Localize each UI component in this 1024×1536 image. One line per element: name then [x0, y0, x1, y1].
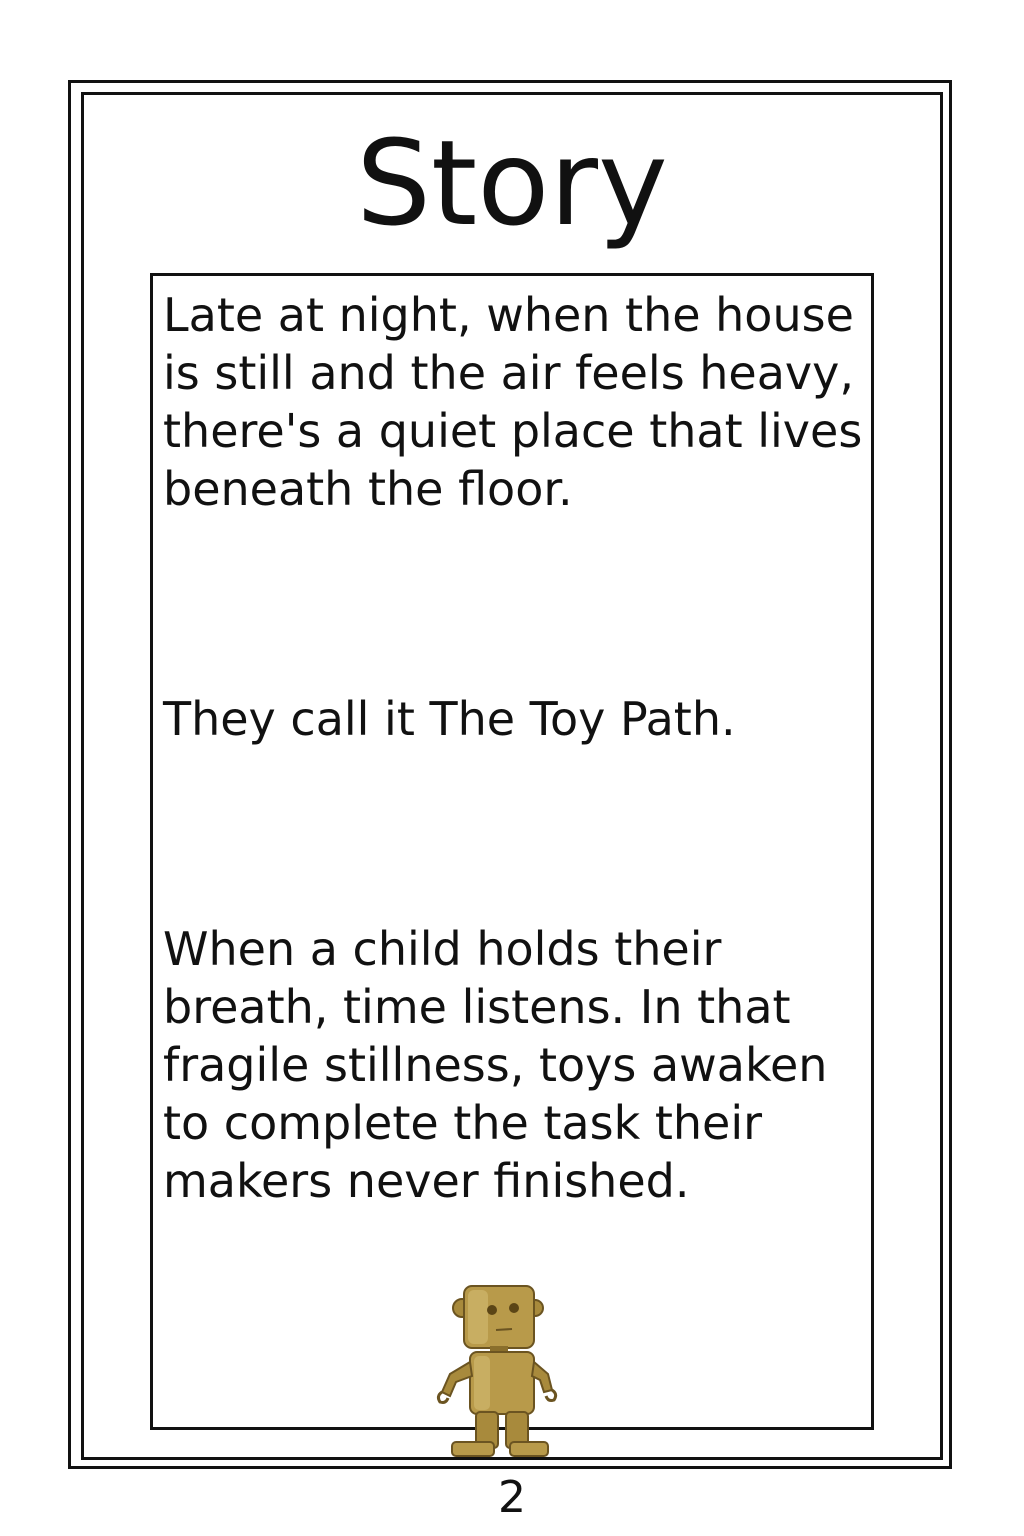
- robot-right-foot: [510, 1442, 548, 1456]
- robot-left-eye: [487, 1305, 497, 1315]
- robot-mouth: [496, 1329, 512, 1330]
- toy-robot-icon: [430, 1282, 562, 1462]
- page-title: Story: [356, 114, 668, 252]
- page-number: 2: [498, 1472, 526, 1523]
- story-paragraph-3: When a child holds their breath, time listens. In that fragile stillness, toys awaken to complete the task their makers never finished.: [163, 922, 828, 1208]
- story-paragraph-2: They call it The Toy Path.: [163, 692, 736, 746]
- robot-right-eye: [509, 1303, 519, 1313]
- story-paragraph-1: Late at night, when the house is still and the air feels heavy, there's a quiet place that lives beneath the floor.: [163, 288, 863, 516]
- robot-left-foot: [452, 1442, 494, 1456]
- robot-left-arm: [442, 1362, 472, 1396]
